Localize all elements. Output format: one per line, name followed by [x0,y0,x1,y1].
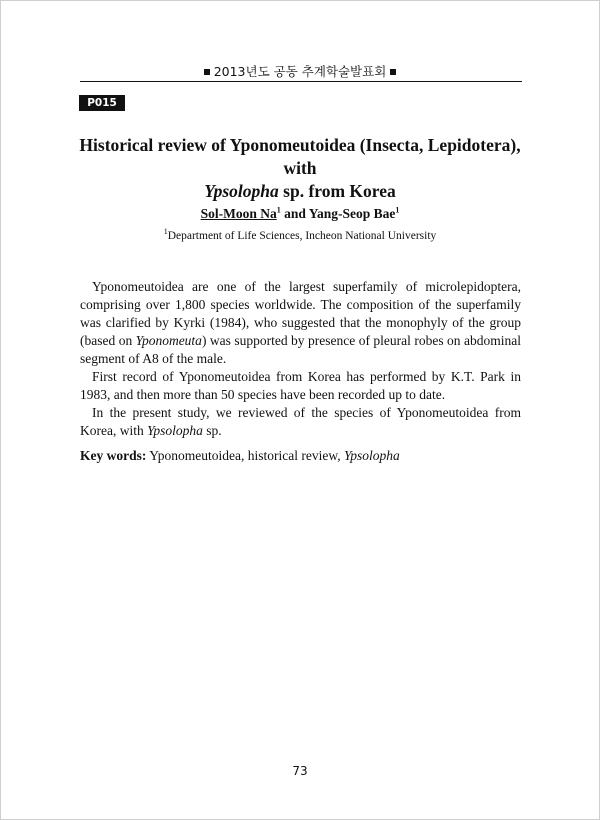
author-conjunction: and [280,206,309,221]
abstract-text: First record of Yponomeutoidea from Korea has performed by K.T. Park in 1983, and then more than 50 species have been recorded up to date. [80,369,521,402]
title-line-2: sp. from Korea [278,181,396,201]
title-line-1: Historical review of Yponomeutoidea (Insecta, Lepidotera), with [79,135,521,178]
genus-name: Yponomeuta [135,333,202,348]
affiliation [80,227,520,242]
square-bullet-icon [204,69,210,75]
abstract-paragraph [80,278,521,368]
abstract-paragraph [80,368,521,404]
poster-id-badge: P015 [79,95,125,111]
author-affiliation-mark: 1 [276,205,281,215]
header-rule [80,81,522,82]
keywords [80,448,521,464]
abstract [80,278,521,440]
keywords-genus: Ypsolopha [343,448,400,463]
page-number: 73 [292,764,308,778]
running-header [80,62,520,80]
abstract-text: ) was supported by presence of pleural robes on abdominal segment of A8 of the male. [80,333,522,366]
author-name: Sol-Moon Na [200,206,277,221]
title-genus: Ypsolopha [204,181,279,201]
paper-title [70,134,530,203]
abstract-text: In the present study, we reviewed of the species of Yponomeutoidea from Korea, with [80,405,521,438]
keywords-text: Yponomeutoidea, historical review, [146,448,344,463]
square-bullet-icon [390,69,396,75]
author-name: Yang-Seop Bae [308,206,396,221]
author-affiliation-mark: 1 [395,205,400,215]
author-list [80,206,520,222]
genus-name: Ypsolopha [147,423,203,438]
abstract-text: sp. [202,423,222,438]
abstract-paragraph [80,404,521,440]
affiliation-text: Department of Life Sciences, Incheon National University [167,230,437,242]
abstract-text: Yponomeutoidea are one of the largest superfamily of microlepidoptera, comprising over 1,800 species worldwide. The composition of the superfamily was clarified by Kyrki (1984), who suggested that the monophyly of the group (based on [80,279,521,348]
keywords-label: Key words: [80,448,147,463]
affiliation-mark: 1 [163,227,168,237]
running-header-text: 2013년도 공동 추계학술발표회 [213,64,387,79]
